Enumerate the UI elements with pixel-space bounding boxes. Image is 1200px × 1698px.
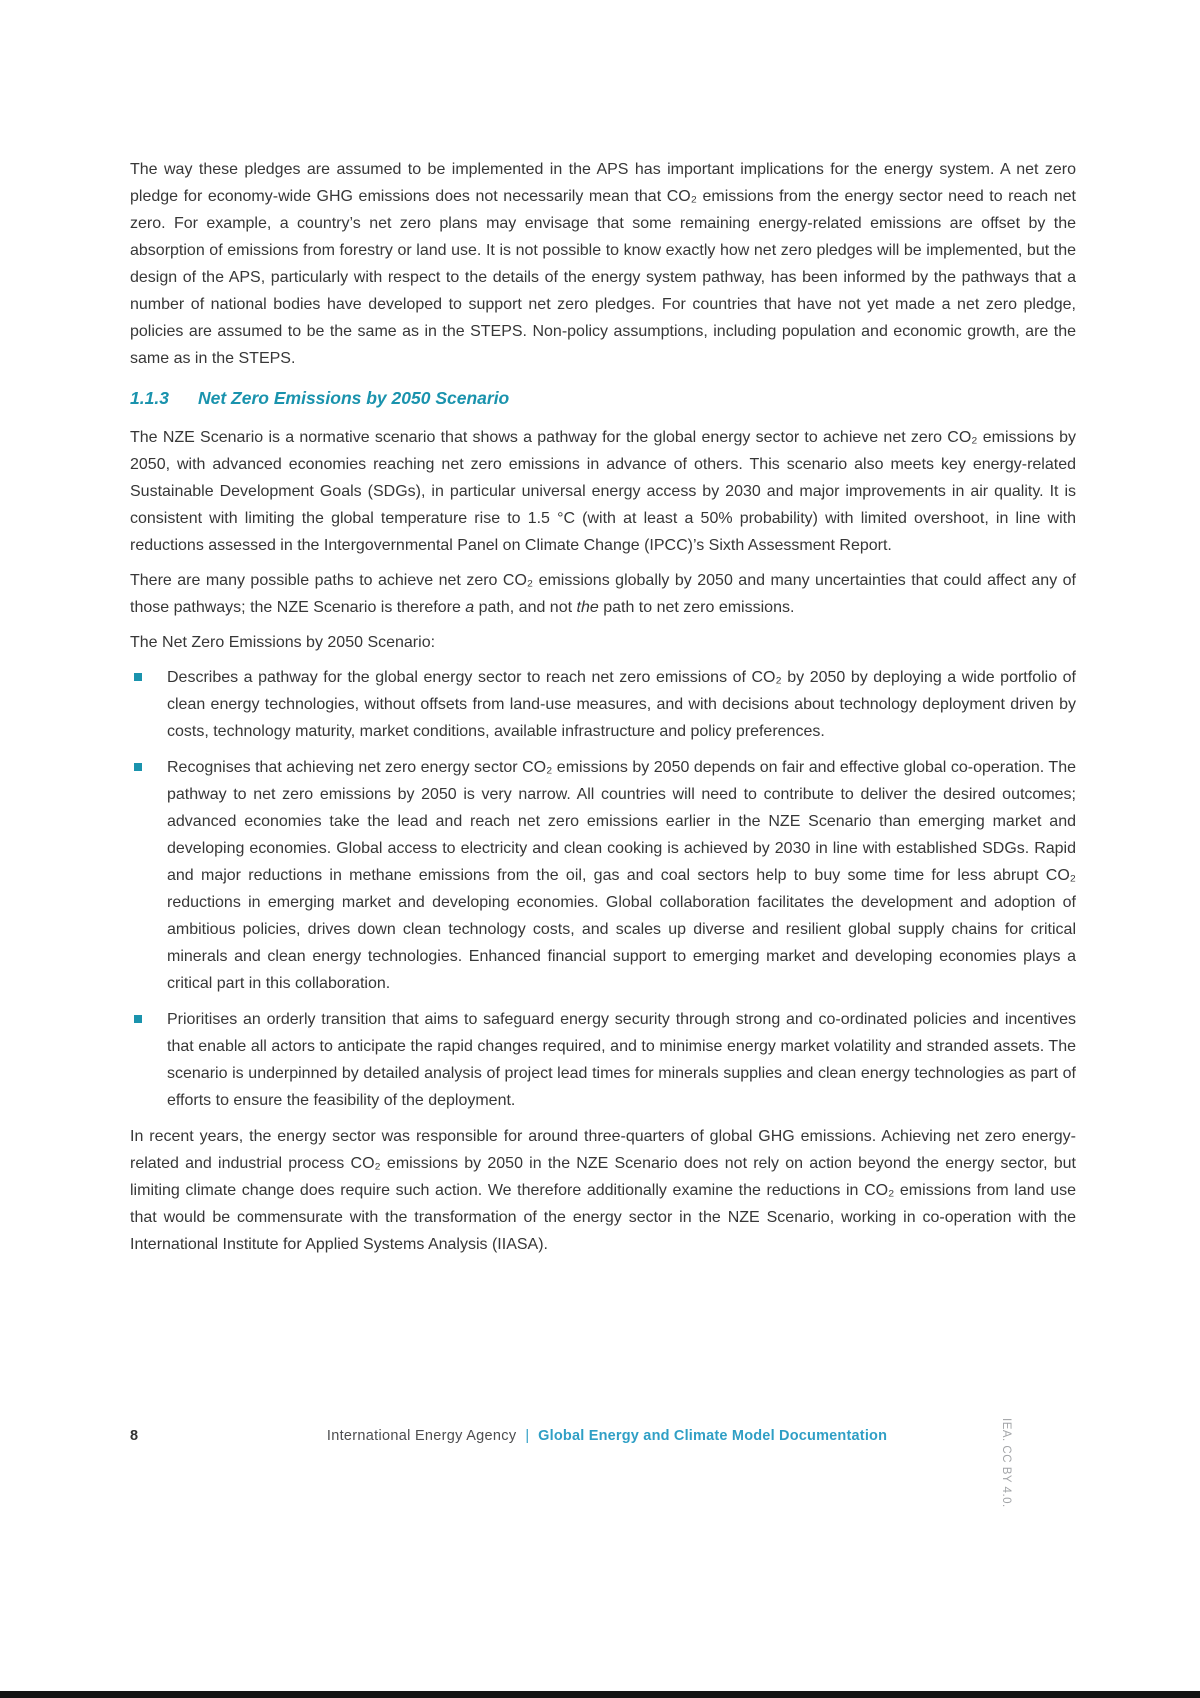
paragraph-possible-paths [130,567,1076,621]
page-footer [130,1426,1076,1446]
bullet-item-prioritises [130,1006,1076,1114]
bullet-text: Recognises that achieving net zero energy sector CO₂ emissions by 2050 depends on fair and effective global co-operation. The pathway to net zero emissions by 2050 is very narrow. All countries will need to contribute to deliver the desired outcomes; advanced economies take the lead and reach net zero emissions earlier in the NZE Scenario than emerging market and developing economies. Global access to electricity and clean cooking is achieved by 2030 in line with established SDGs. Rapid and major reductions in methane emissions from the oil, gas and coal sectors help to buy some time for less abrupt CO₂ reductions in emerging market and developing economies. Global collaboration facilitates the development and adoption of ambitious policies, drives down clean technology costs, and scales up diverse and resilient global supply chains for critical minerals and clean energy technologies. Enhanced financial support to emerging market and developing economies plays a critical part in this collaboration. [167,759,1076,992]
paragraph-aps-pledges: The way these pledges are assumed to be implemented in the APS has important implications for the energy system. A net zero pledge for economy-wide GHG emissions does not necessarily mean that CO₂ emissions from the energy sector need to reach net zero. For example, a country’s net zero plans may envisage that some remaining energy-related emissions are offset by the absorption of emissions from forestry or land use. It is not possible to know exactly how net zero pledges will be implemented, but the design of the APS, particularly with respect to the details of the energy system pathway, has been informed by the pathways that a number of national bodies have developed to support net zero pledges. For countries that have not yet made a net zero pledge, policies are assumed to be the same as in the STEPS. Non-policy assumptions, including population and economic growth, are the same as in the STEPS. [130,161,1076,367]
bullet-text: Describes a pathway for the global energy sector to reach net zero emissions of CO₂ by 2050 by deploying a wide portfolio of clean energy technologies, without offsets from land-use measures, and with decisions about technology deployment driven by costs, technology maturity, market conditions, available infrastructure and policy preferences. [167,669,1076,740]
footer-separator: | [525,1428,530,1444]
bullet-list [130,664,1076,1114]
paths-emphasis-a: a [465,599,475,616]
section-heading [130,386,1076,410]
bullet-text: Prioritises an orderly transition that aims to safeguard energy security through strong and co-ordinated policies and incentives that enable all actors to anticipate the rapid changes required, and to minimise energy market volatility and stranded assets. The scenario is underpinned by detailed analysis of project lead times for minerals supplies and clean energy technologies as part of efforts to ensure the feasibility of the deployment. [167,1011,1076,1109]
footer-document-title: Global Energy and Climate Model Documentation [538,1428,888,1444]
page-number: 8 [130,1428,139,1444]
bullet-square-icon [134,763,142,771]
bullet-item-describes [130,664,1076,745]
paths-text-1: There are many possible paths to achieve net zero CO₂ emissions globally by 2050 and many uncertainties that could affect any of those pathways; the NZE Scenario is therefore [130,572,1076,616]
license-note: IEA. CC BY 4.0. [1000,1418,1012,1508]
paragraph-scenario-lead-in: The Net Zero Emissions by 2050 Scenario: [130,634,436,651]
footer-center [138,1426,1076,1446]
bullet-square-icon [134,673,142,681]
paths-text-3: path to net zero emissions. [598,599,795,616]
paragraph-nze-description: The NZE Scenario is a normative scenario that shows a pathway for the global energy sector to achieve net zero CO₂ emissions by 2050, with advanced economies reaching net zero emissions in advance of others. This scenario also meets key energy-related Sustainable Development Goals (SDGs), in particular universal energy access by 2030 and major improvements in air quality. It is consistent with limiting the global temperature rise to 1.5 °C (with at least a 50% probability) with limited overshoot, in line with reductions assessed in the Intergovernmental Panel on Climate Change (IPCC)’s Sixth Assessment Report. [130,429,1076,554]
footer-agency-label: International Energy Agency [326,1428,517,1444]
bullet-item-recognises [130,754,1076,997]
paragraph-land-use: In recent years, the energy sector was responsible for around three-quarters of global GHG emissions. Achieving net zero energy-related and industrial process CO₂ emissions by 2050 in the NZE Scenario does not rely on action beyond the energy sector, but limiting climate change does require such action. We therefore additionally examine the reductions in CO₂ emissions from land use that would be commensurate with the transformation of the energy sector in the NZE Scenario, working in co-operation with the International Institute for Applied Systems Analysis (IIASA). [130,1128,1076,1253]
bullet-square-icon [134,1015,142,1023]
page-bottom-edge [0,1691,1200,1698]
section-title: Net Zero Emissions by 2050 Scenario [198,388,510,408]
paths-text-2: path, and not [474,599,577,616]
document-body [130,156,1076,1266]
section-number: 1.1.3 [130,388,169,408]
paths-emphasis-the: the [576,599,599,616]
